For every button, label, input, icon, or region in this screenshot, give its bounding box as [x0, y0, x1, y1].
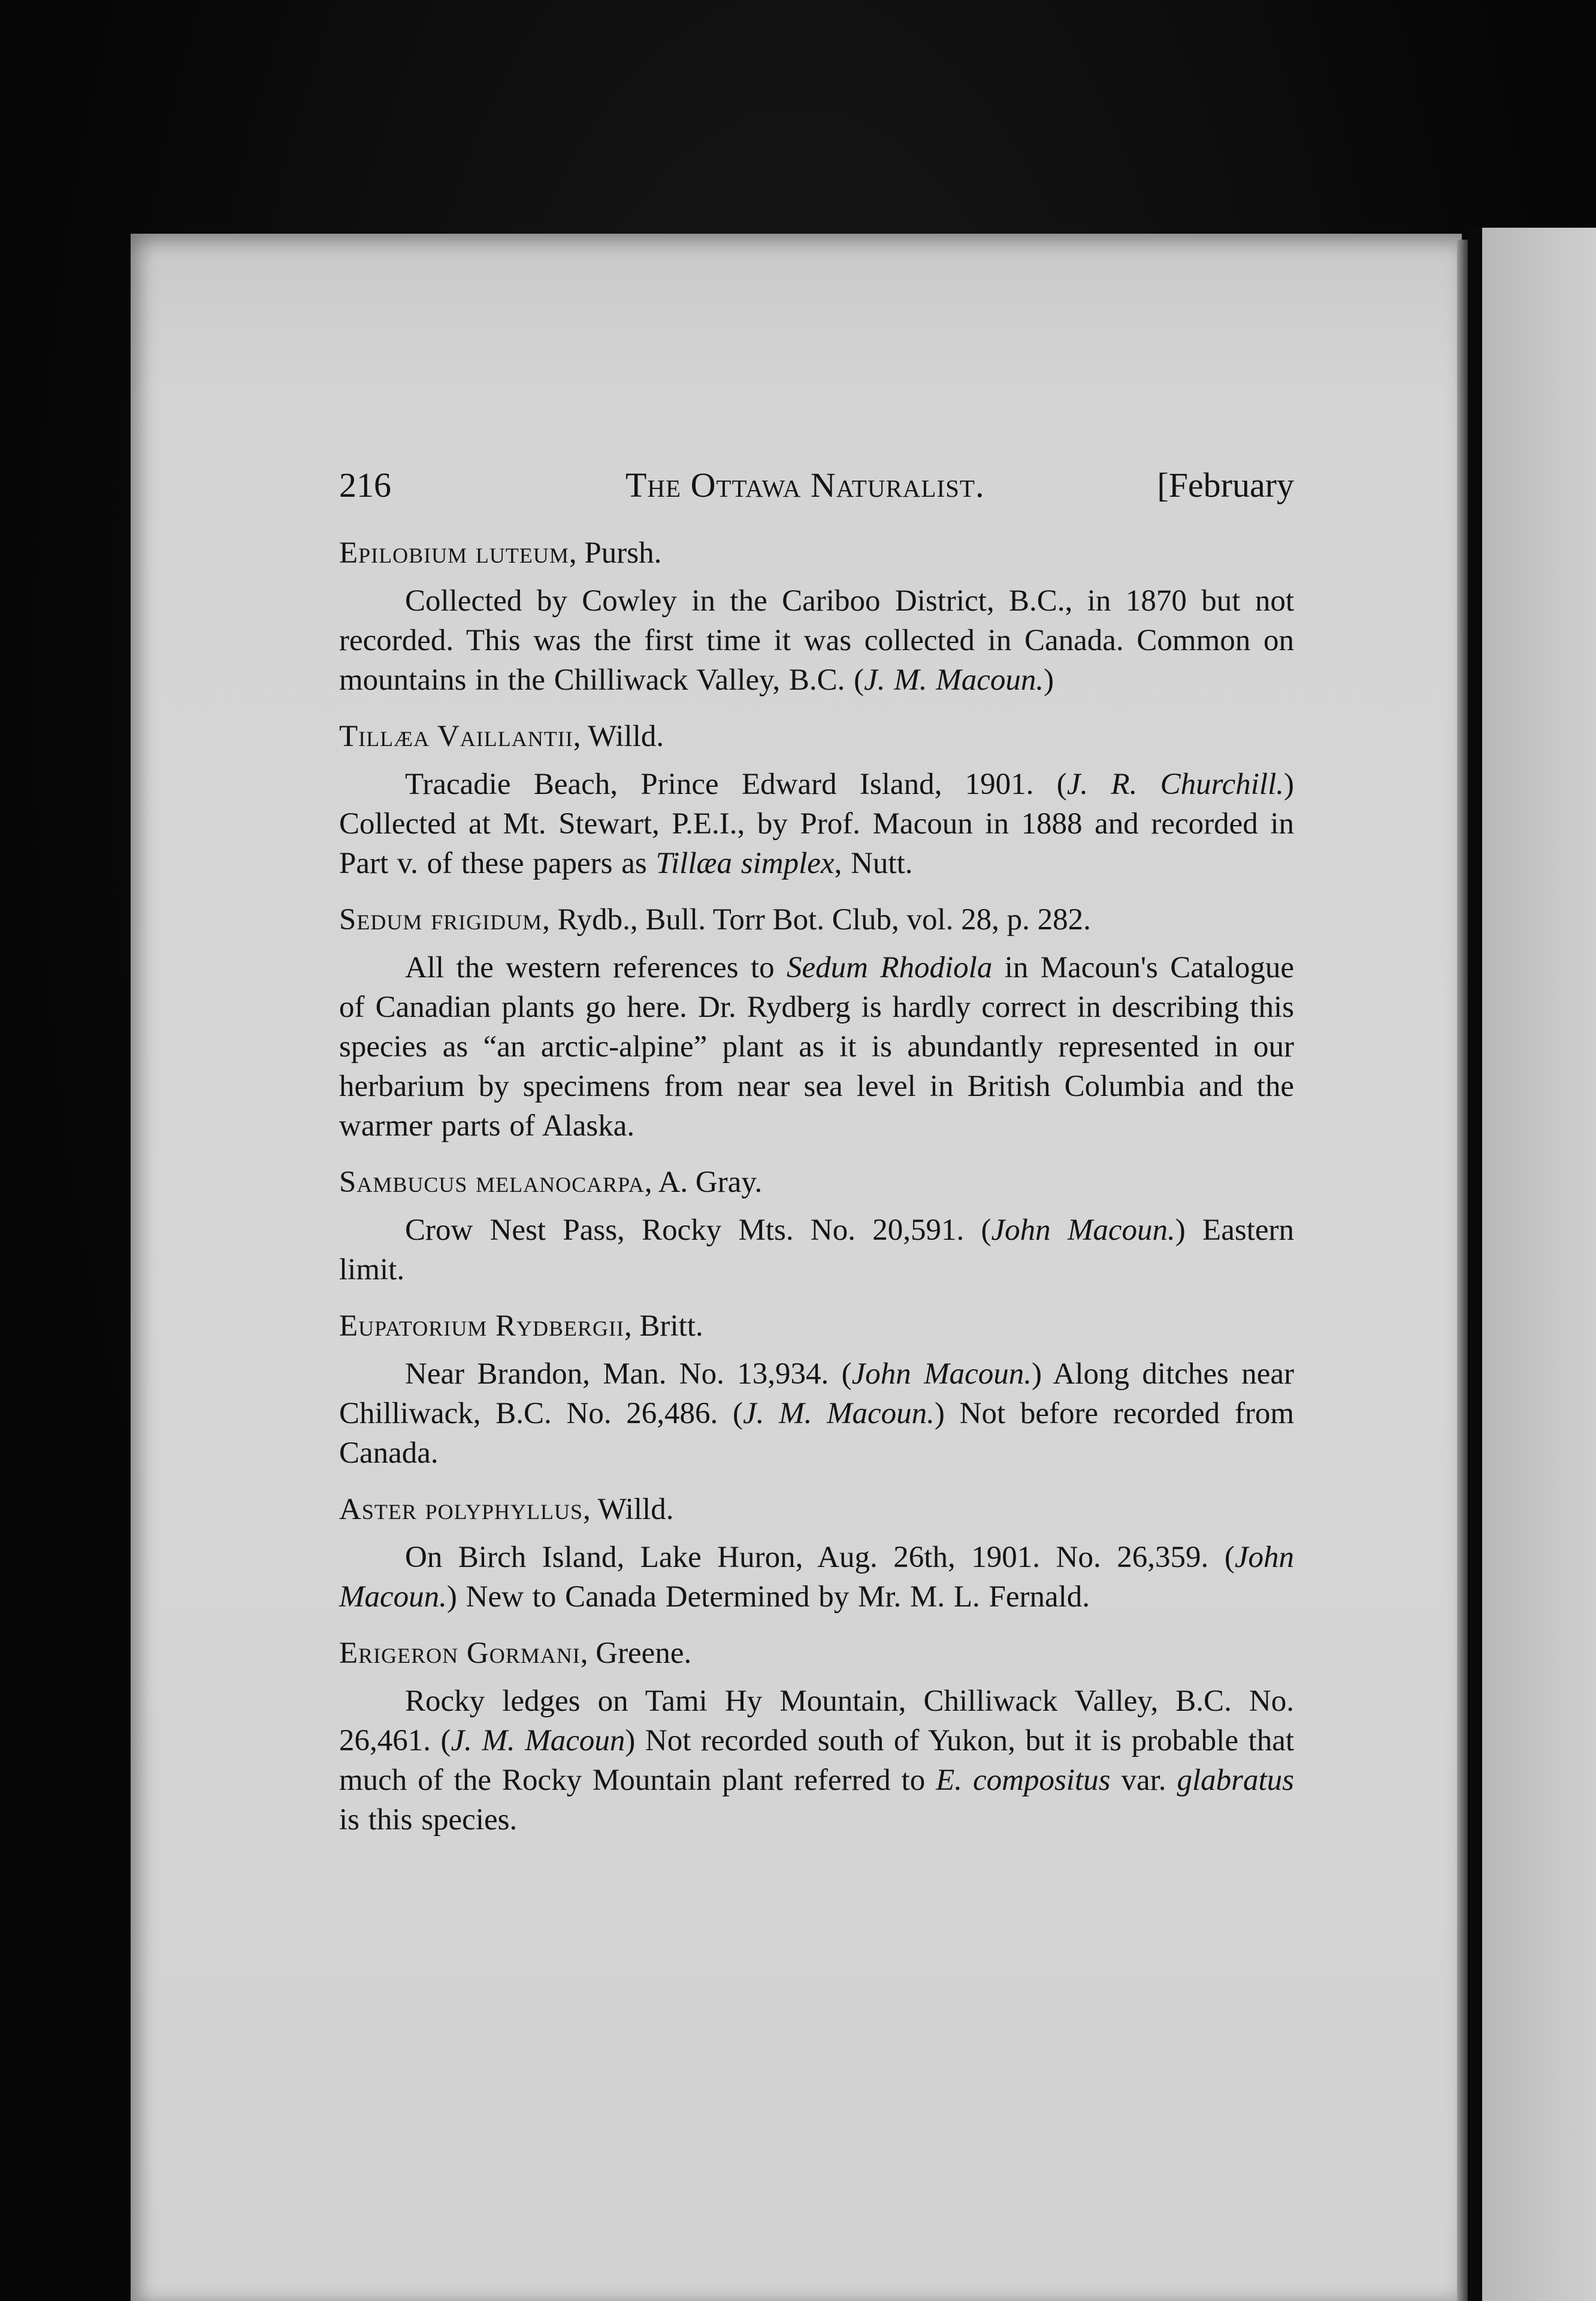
- text-run: ): [1044, 663, 1054, 697]
- species-heading: [339, 1633, 1294, 1673]
- species-name: Sambucus melanocarpa: [339, 1165, 645, 1199]
- italic-run: John Macoun.: [851, 1357, 1032, 1391]
- issue-month: [February: [1157, 466, 1294, 505]
- italic-run: Tillæa simplex: [655, 847, 835, 880]
- running-header: [339, 461, 1294, 509]
- italic-run: E. compositus: [936, 1764, 1111, 1797]
- text-run: Collected by Cowley in the Cariboo District, B.C., in 1870 but not recorded. This was the first time it was collected in Canada. Common on mountains in the Chilliwack Valley, B.C. (: [339, 584, 1294, 697]
- species-note: [339, 1681, 1294, 1840]
- species-entry: [339, 1306, 1294, 1473]
- species-authority: , A. Gray.: [644, 1165, 763, 1199]
- species-note: [339, 1538, 1294, 1617]
- page-edge-shadow: [1457, 240, 1468, 2301]
- species-heading: [339, 1162, 1294, 1202]
- species-note: [339, 1354, 1294, 1473]
- text-run: , Nutt.: [834, 847, 913, 880]
- species-authority: , Willd.: [583, 1493, 674, 1526]
- journal-title: The Ottawa Naturalist.: [625, 466, 985, 505]
- species-heading: [339, 717, 1294, 756]
- text-run: var.: [1110, 1764, 1177, 1797]
- text-run: is this species.: [339, 1803, 518, 1837]
- italic-run: J. R. Churchill.: [1066, 768, 1284, 801]
- species-note: [339, 765, 1294, 883]
- species-name: Erigeron Gormani: [339, 1636, 581, 1670]
- text-run: Crow Nest Pass, Rocky Mts. No. 20,591. (: [405, 1213, 992, 1247]
- species-entry: [339, 717, 1294, 883]
- species-name: Aster polyphyllus: [339, 1493, 584, 1526]
- species-note: [339, 1210, 1294, 1290]
- species-authority: , Willd.: [573, 720, 664, 753]
- text-run: in Macoun's Catalogue of Canadian plants go here. Dr. Rydberg is hardly correct in describing this species as “an arctic-alpine” plant as it is abundantly represented in our herbarium by specimens from near sea level in British Columbia and the warmer parts of Alaska.: [339, 951, 1295, 1143]
- species-name: Sedum frigidum: [339, 903, 543, 937]
- text-run: ) Not recorded south of Yukon, but it is probable that much of the Rocky Mountain plant referred to: [339, 1724, 1294, 1797]
- italic-run: J. M. Macoun.: [864, 663, 1044, 697]
- italic-run: Sedum Rhodiola: [787, 951, 993, 985]
- italic-run: J. M. Macoun: [451, 1724, 625, 1758]
- species-heading: [339, 1306, 1294, 1346]
- species-note: [339, 948, 1294, 1146]
- text-run: Tracadie Beach, Prince Edward Island, 1901. (: [405, 768, 1067, 801]
- species-heading: [339, 533, 1294, 573]
- text-run: Near Brandon, Man. No. 13,934. (: [405, 1357, 852, 1391]
- text-run: ) Eastern limit.: [339, 1213, 1294, 1287]
- species-name: Epilobium luteum: [339, 536, 569, 570]
- species-authority: , Rydb., Bull. Torr Bot. Club, vol. 28, p. 282.: [542, 903, 1091, 937]
- species-list: [339, 533, 1294, 1856]
- text-run: On Birch Island, Lake Huron, Aug. 26th, 1901. No. 26,359. (: [405, 1541, 1235, 1574]
- text-run: ) Not before recorded from Canada.: [339, 1397, 1294, 1470]
- species-heading: [339, 900, 1294, 940]
- species-entry: [339, 1633, 1294, 1840]
- species-entry: [339, 1490, 1294, 1617]
- species-entry: [339, 533, 1294, 700]
- species-entry: [339, 1162, 1294, 1290]
- species-note: [339, 581, 1294, 700]
- text-run: ) New to Canada Determined by Mr. M. L. Fernald.: [446, 1580, 1090, 1614]
- italic-run: John Macoun.: [339, 1541, 1294, 1614]
- species-heading: [339, 1490, 1294, 1529]
- text-run: ) Along ditches near Chilliwack, B.C. No. 26,486. (: [339, 1357, 1294, 1430]
- page-number: 216: [339, 466, 391, 505]
- species-authority: , Britt.: [624, 1309, 703, 1343]
- species-name: Eupatorium Rydbergii: [339, 1309, 624, 1343]
- text-run: All the western references to: [405, 951, 787, 985]
- italic-run: J. M. Macoun.: [743, 1397, 935, 1430]
- text-run: ) Collected at Mt. Stewart, P.E.I., by Prof. Macoun in 1888 and recorded in Part v. of these papers as: [339, 768, 1294, 880]
- adjacent-page: [1480, 228, 1596, 2301]
- species-name: Tillæa Vaillantii: [339, 720, 573, 753]
- italic-run: John Macoun.: [991, 1213, 1175, 1247]
- text-run: Rocky ledges on Tami Hy Mountain, Chilliwack Valley, B.C. No. 26,461. (: [339, 1684, 1294, 1758]
- species-authority: , Pursh.: [569, 536, 662, 570]
- species-authority: , Greene.: [580, 1636, 692, 1670]
- italic-run: glabratus: [1177, 1764, 1294, 1797]
- species-entry: [339, 900, 1294, 1146]
- book-gutter: [1469, 228, 1482, 2301]
